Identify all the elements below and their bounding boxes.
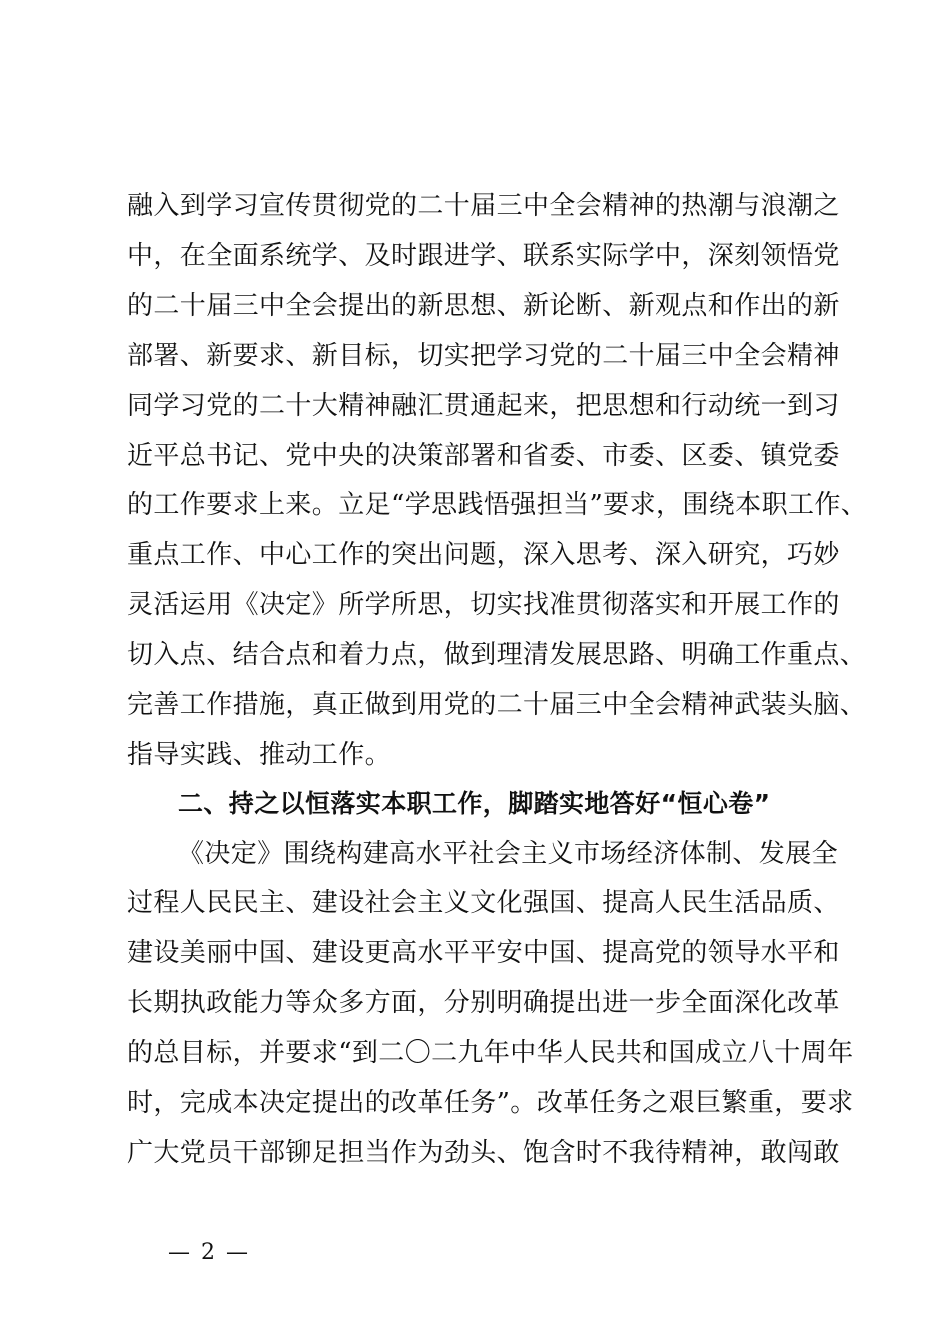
paragraph-line: 过程人民民主、建设社会主义文化强国、提高人民生活品质、 bbox=[127, 888, 840, 918]
paragraph-line: 切入点、结合点和着力点，做到理清发展思路、明确工作重点、 bbox=[127, 640, 867, 670]
paragraph-line: 的总目标，并要求“到二〇二九年中华人民共和国成立八十周年 bbox=[127, 1038, 854, 1068]
paragraph-line: 中，在全面系统学、及时跟进学、联系实际学中，深刻领悟党 bbox=[127, 241, 840, 271]
paragraph-line: 建设美丽中国、建设更高水平平安中国、提高党的领导水平和 bbox=[127, 938, 840, 968]
paragraph-line: 近平总书记、党中央的决策部署和省委、市委、区委、镇党委 bbox=[127, 441, 840, 471]
paragraph-line: 的二十届三中全会提出的新思想、新论断、新观点和作出的新 bbox=[127, 291, 840, 321]
paragraph-line: 的工作要求上来。立足“学思践悟强担当”要求，围绕本职工作、 bbox=[127, 490, 868, 520]
paragraph-line: 重点工作、中心工作的突出问题，深入思考、深入研究，巧妙 bbox=[127, 540, 840, 570]
paragraph-line: 广大党员干部铆足担当作为劲头、饱含时不我待精神，敢闯敢 bbox=[127, 1138, 840, 1168]
paragraph-line: 融入到学习宣传贯彻党的二十届三中全会精神的热潮与浪潮之 bbox=[127, 191, 840, 221]
paragraph-line: 部署、新要求、新目标，切实把学习党的二十届三中全会精神 bbox=[127, 341, 840, 371]
paragraph-line: 灵活运用《决定》所学所思，切实找准贯彻落实和开展工作的 bbox=[127, 590, 840, 620]
section-heading: 二、持之以恒落实本职工作，脚踏实地答好“恒心卷” bbox=[178, 789, 771, 818]
paragraph-line: 时，完成本决定提出的改革任务”。改革任务之艰巨繁重，要求 bbox=[127, 1088, 854, 1118]
paragraph-line: 《决定》围绕构建高水平社会主义市场经济体制、发展全 bbox=[178, 839, 839, 869]
paragraph-line: 同学习党的二十大精神融汇贯通起来，把思想和行动统一到习 bbox=[127, 391, 840, 421]
paragraph-line: 指导实践、推动工作。 bbox=[127, 740, 392, 770]
paragraph-line: 完善工作措施，真正做到用党的二十届三中全会精神武装头脑、 bbox=[127, 690, 867, 720]
paragraph-line: 长期执政能力等众多方面，分别明确提出进一步全面深化改革 bbox=[127, 988, 840, 1018]
page-number: — 2 — bbox=[168, 1240, 250, 1265]
